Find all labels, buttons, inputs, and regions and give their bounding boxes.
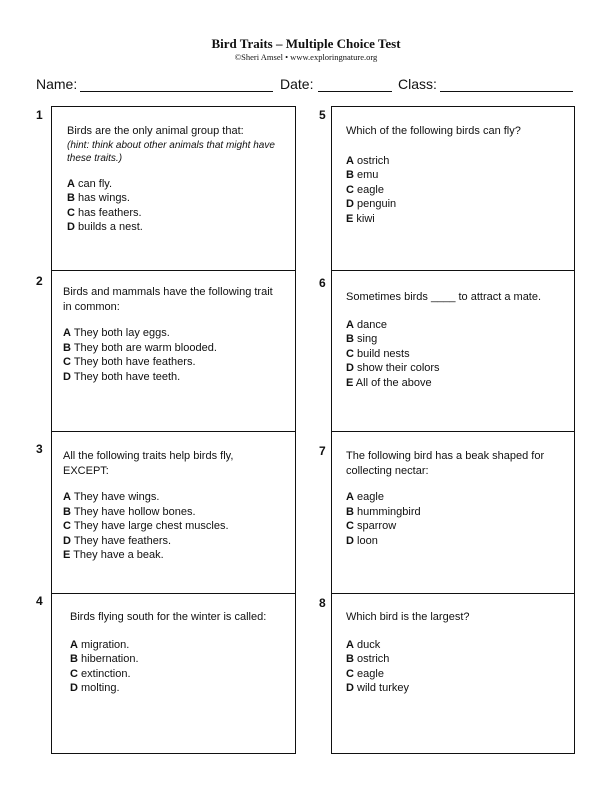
answer-option[interactable]: A They have wings. <box>63 491 160 503</box>
credit-line: ©Sheri Amsel • www.exploringnature.org <box>234 52 378 62</box>
answer-option[interactable]: D show their colors <box>346 362 440 374</box>
question-stem: The following bird has a beak shaped for collecting nectar: <box>346 450 545 477</box>
answer-option[interactable]: C extinction. <box>70 667 131 680</box>
answer-option[interactable]: D builds a nest. <box>67 221 143 233</box>
answer-option[interactable]: A duck <box>346 638 381 651</box>
question-number: 7 <box>319 444 326 458</box>
answer-options <box>346 318 568 391</box>
answer-option[interactable]: B They both are warm blooded. <box>63 341 217 354</box>
answer-option[interactable]: A ostrich <box>346 154 390 167</box>
answer-options <box>67 177 287 235</box>
question-stem: Birds flying south for the winter is called: <box>70 611 267 623</box>
answer-option[interactable]: B They have hollow bones. <box>63 505 196 518</box>
question-7 <box>346 449 568 548</box>
question-divider <box>332 431 574 432</box>
answer-option[interactable]: D wild turkey <box>346 682 409 694</box>
answer-option[interactable]: A eagle <box>346 491 384 503</box>
answer-options <box>346 154 568 227</box>
answer-option[interactable]: C sparrow <box>346 520 397 532</box>
question-stem: Sometimes birds ____ to attract a mate. <box>346 291 542 303</box>
question-stem: Which bird is the largest? <box>346 611 470 623</box>
answer-option[interactable]: A can fly. <box>67 177 113 190</box>
question-3 <box>63 449 263 563</box>
class-label: Class: <box>398 76 437 92</box>
answer-option[interactable]: A They both lay eggs. <box>63 327 170 339</box>
question-stem: Which of the following birds can fly? <box>346 125 521 137</box>
answer-option[interactable]: B hummingbird <box>346 505 421 518</box>
answer-option[interactable]: C build nests <box>346 347 410 360</box>
answer-option[interactable]: D They both have teeth. <box>63 370 181 383</box>
answer-option[interactable]: D loon <box>346 534 378 547</box>
answer-option[interactable]: D penguin <box>346 198 397 210</box>
answer-option[interactable]: C They both have feathers. <box>63 356 196 368</box>
question-number: 5 <box>319 108 326 122</box>
question-5 <box>346 124 568 226</box>
question-stem: Birds and mammals have the following trait in common: <box>63 286 273 313</box>
question-6 <box>346 290 568 390</box>
page-title: Bird Traits – Multiple Choice Test <box>211 36 401 51</box>
answer-options <box>63 490 263 563</box>
question-number: 3 <box>36 442 43 456</box>
answer-option[interactable]: A migration. <box>70 638 130 651</box>
question-stem: All the following traits help birds fly, EXCEPT: <box>63 450 234 477</box>
question-2 <box>63 285 283 384</box>
answer-option[interactable]: B has wings. <box>67 192 130 204</box>
question-number: 6 <box>319 276 326 290</box>
date-field[interactable] <box>318 91 392 92</box>
answer-option[interactable]: B emu <box>346 169 379 181</box>
name-label: Name: <box>36 76 78 92</box>
question-divider <box>332 593 574 594</box>
question-divider <box>52 593 295 594</box>
question-number: 8 <box>319 596 326 610</box>
answer-option[interactable]: B sing <box>346 333 378 345</box>
question-stem: Birds are the only animal group that: <box>67 125 244 137</box>
answer-option[interactable]: C eagle <box>346 183 384 196</box>
answer-option[interactable]: B ostrich <box>346 653 390 665</box>
answer-option[interactable]: E All of the above <box>346 376 432 389</box>
answer-option[interactable]: C eagle <box>346 667 384 680</box>
class-field[interactable] <box>440 91 573 92</box>
question-number: 4 <box>36 594 43 608</box>
answer-options <box>63 326 283 384</box>
name-field[interactable] <box>80 91 273 92</box>
answer-options <box>346 638 568 696</box>
question-divider <box>332 270 574 271</box>
question-divider <box>52 431 295 432</box>
question-1 <box>67 124 287 235</box>
date-label: Date: <box>280 76 314 92</box>
question-number: 1 <box>36 108 43 122</box>
answer-options <box>70 638 292 696</box>
answer-option[interactable]: A dance <box>346 318 387 331</box>
answer-option[interactable]: D They have feathers. <box>63 534 172 547</box>
question-divider <box>52 270 295 271</box>
answer-option[interactable]: C They have large chest muscles. <box>63 520 229 532</box>
question-number: 2 <box>36 274 43 288</box>
answer-option[interactable]: C has feathers. <box>67 206 142 219</box>
answer-option[interactable]: E kiwi <box>346 212 375 225</box>
question-4 <box>70 610 292 696</box>
answer-option[interactable]: E They have a beak. <box>63 549 164 561</box>
answer-option[interactable]: D molting. <box>70 682 120 694</box>
answer-options <box>346 490 568 548</box>
question-8 <box>346 610 568 696</box>
answer-option[interactable]: B hibernation. <box>70 653 139 665</box>
question-hint: (hint: think about other animals that might have these traits.) <box>67 139 275 164</box>
